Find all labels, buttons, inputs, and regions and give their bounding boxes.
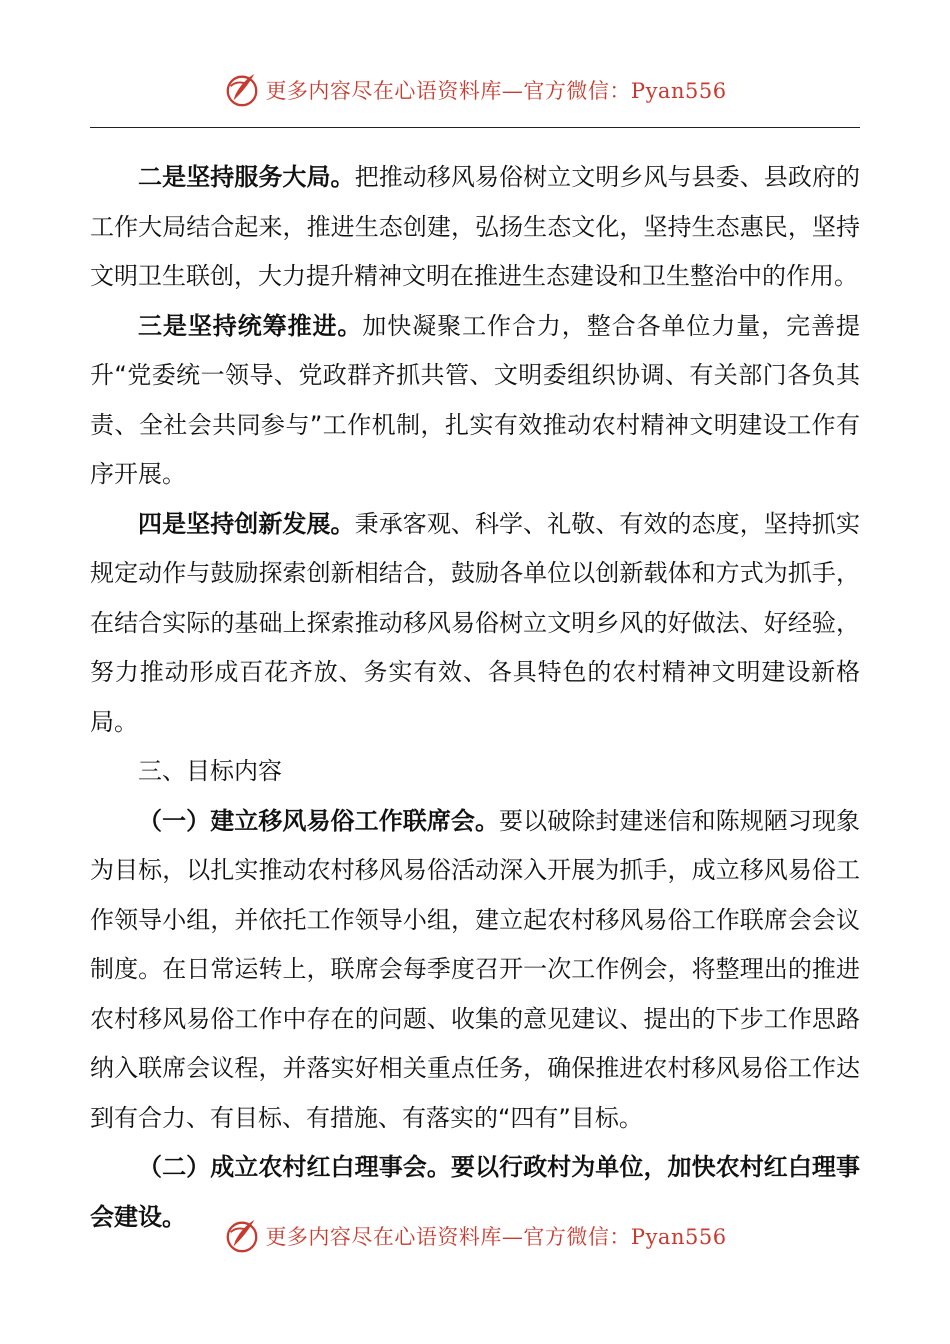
- section-heading-goals: [90, 747, 860, 797]
- quill-pen-icon: [223, 71, 261, 109]
- paragraph-body: 要以破除封建迷信和陈规陋习现象为目标，以扎实推动农村移风易俗活动深入开展为抓手，成立移风易俗工作领导小组，并依托工作领导小组，建立起农村移风易俗工作联席会会议制度。在日常运转上，联席会每季度召开一次工作例会，将整理出的推进农村移风易俗工作中存在的问题、收集的意见建议、提出的下步工作思路纳入联席会议程，并落实好相关重点任务，确保推进农村移风易俗工作达到有合力、有目标、有措施、有落实的“四有”目标。: [90, 806, 861, 1132]
- paragraph-body: 秉承客观、科学、礼敬、有效的态度，坚持抓实规定动作与鼓励探索创新相结合，鼓励各单位以创新载体和方式为抓手，在结合实际的基础上探索推动移风易俗树立文明乡风的好做法、好经验，努力推动形成百花齐放、务实有效、各具特色的农村精神文明建设新格局。: [90, 509, 861, 736]
- paragraph-service-overall: [90, 153, 860, 302]
- paragraph-lead: 四是坚持创新发展。: [138, 509, 355, 538]
- paragraph-innovation: [90, 500, 860, 748]
- paragraph-body: 加快凝聚工作合力，整合各单位力量，完善提升“党委统一领导、党政群齐抓共管、文明委组织协调、有关部门各负其责、全社会共同参与”工作机制，扎实有效推动农村精神文明建设工作有序开展。: [90, 311, 861, 488]
- quill-pen-icon: [223, 1217, 261, 1255]
- paragraph-body: 把推动移风易俗树立文明乡风与县委、县政府的工作大局结合起来，推进生态创建，弘扬生态文化，坚持生态惠民，坚持文明卫生联创，大力提升精神文明在推进生态建设和卫生整治中的作用。: [90, 163, 861, 290]
- footer-banner-text: 更多内容尽在心语资料库—官方微信：Pyan556: [265, 1225, 727, 1249]
- section-heading-text: 三、目标内容: [138, 757, 282, 785]
- paragraph-lead: 三是坚持统筹推进。: [138, 311, 363, 340]
- header-banner-text: 更多内容尽在心语资料库—官方微信：Pyan556: [265, 79, 727, 103]
- paragraph-lead: （一）建立移风易俗工作联席会。: [138, 806, 500, 835]
- paragraph-joint-meeting: [90, 797, 860, 1144]
- paragraph-lead: （二）成立农村红白理事会。要以行政村为单位，加快农村红白理事会建设。: [90, 1153, 860, 1231]
- paragraph-lead: 二是坚持服务大局。: [138, 163, 355, 191]
- footer-banner: [0, 1214, 950, 1258]
- paragraph-coordinated-advance: [90, 302, 860, 500]
- document-body: [90, 153, 860, 1242]
- header-banner: [0, 68, 950, 112]
- header-divider: [90, 127, 860, 128]
